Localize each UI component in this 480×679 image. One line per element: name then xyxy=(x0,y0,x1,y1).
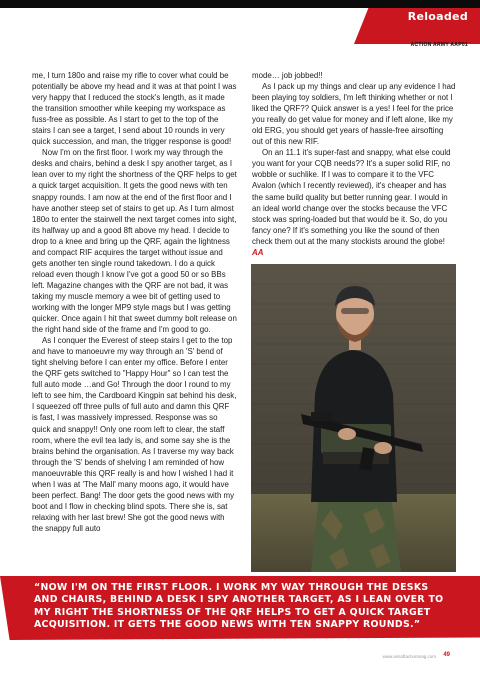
left-column xyxy=(32,70,237,534)
footer-url: www.airsoftactionmag.com xyxy=(382,654,436,659)
paragraph-text: On an 11.1 it's super-fast and snappy, what else could you want for your CQB needs?? It's a super solid RIF, no wobble or suchlike. If I was to compare it to the VFC Avalon (which I recently reviewed), it's cheaper and has the same build quality but better running gear. I would in an ideal world change over the stocks because the VFC stock was spring-loaded but that would be it. So, do you fancy one? If it's something you like the sound of then check them out at the many stockists around the globe! xyxy=(252,148,451,246)
paragraph: mode… job jobbed!! xyxy=(252,71,323,80)
page-number: 49 xyxy=(443,652,450,658)
article-subtitle: ACTION ARMY AAP01 xyxy=(410,42,468,48)
photo-illustration xyxy=(251,264,456,572)
pull-quote: “NOW I'M ON THE FIRST FLOOR. I WORK MY WAY THROUGH THE DESKS AND CHAIRS, BEHIND A DESK I SPY ANOTHER TARGET, AS I LEAN OVER TO MY RIGHT THE SHORTNESS OF THE QRF HELPS TO GET A QUICK TARGET ACQUISITION. IT GETS THE GOOD NEWS WITH TEN SNAPPY ROUNDS.” xyxy=(34,582,444,631)
paragraph xyxy=(252,147,456,257)
right-column xyxy=(252,70,456,258)
article-photo xyxy=(251,264,456,572)
section-tab-top xyxy=(354,0,480,8)
paragraph: Now I'm on the first floor. I work my way through the desks and chairs, behind a desk I spy another target, as I lean over to my right the shortness of the QRF helps to get a quick target acquisition. It gets the good news with ten snappy rounds. I am now at the end of the first floor and I have another steep set of stairs to get up. As I turn almost 180o to enter the stairwell the next target comes into sight, its halfway up and a good 8ft above my head. I decide to drop to a knee and bring up the QRF, again the lightness and compact RIF acquires the target without issue and gets another ten single round takedown. I do a quick reload even though I know I've got a good 50 or so BBs left. Magazine changes with the QRF are not bad, it was taking my muscle memory a wee bit of getting used to working with the longer MP9 style mags but I was getting quicker. Once again I hit that sweet dummy bolt release on the right hand side of the frame and I'm good to go. xyxy=(32,148,237,335)
section-title: Reloaded xyxy=(407,10,468,23)
paragraph: As I pack up my things and clear up any evidence I had been playing toy soldiers, I'm left thinking whether or not I liked the QRF?? Quick answer is a yes! I feel for the price you really do get value for money and if left alone, like my old ERG, you should get years of hassle-free airsofting out of this new RIF. xyxy=(252,82,456,147)
paragraph: As I conquer the Everest of steep stairs I get to the top and have to manoeuvre my way through an 'S' bend of tight shelving before I can enter my office. Before I enter the QRF gets switched to "Happy Hour" so I can test the full auto mode …and Go! Through the door I round to my left to see him, the Cardboard Kingpin sat behind his desk, I squeezed off three pulls of full auto and damn this QRF is fast, I was massively impressed. Response was so quick and snappy!! Only one room left to clear, the staff room, where the evil tea lady is, and some say she is the brains behind the organisation. As I traverse my way back through the 'S' bends of shelving I am reminded of how manoeuvrable this QRF really is and how I wished I had it when I was at 'The Mall' many moons ago, it would have been perfect. Bang! The door gets the good news with my boot and I flow in checking blind spots. There she is, sat relaxing with her last brew! She got the good news with the snappy full auto xyxy=(32,336,237,533)
paragraph: me, I turn 180o and raise my rifle to cover what could be potentially be above my head and it was at that point I was very happy that I reduced the stock's length, as it made the transition smoother while keeping my workspace as fuss-free as possible. As I start to get to the top of the stairs I can see a target, I send about 10 rounds in very quick succession, and man, the trigger response is good! xyxy=(32,71,237,147)
end-mark: AA xyxy=(252,247,264,257)
